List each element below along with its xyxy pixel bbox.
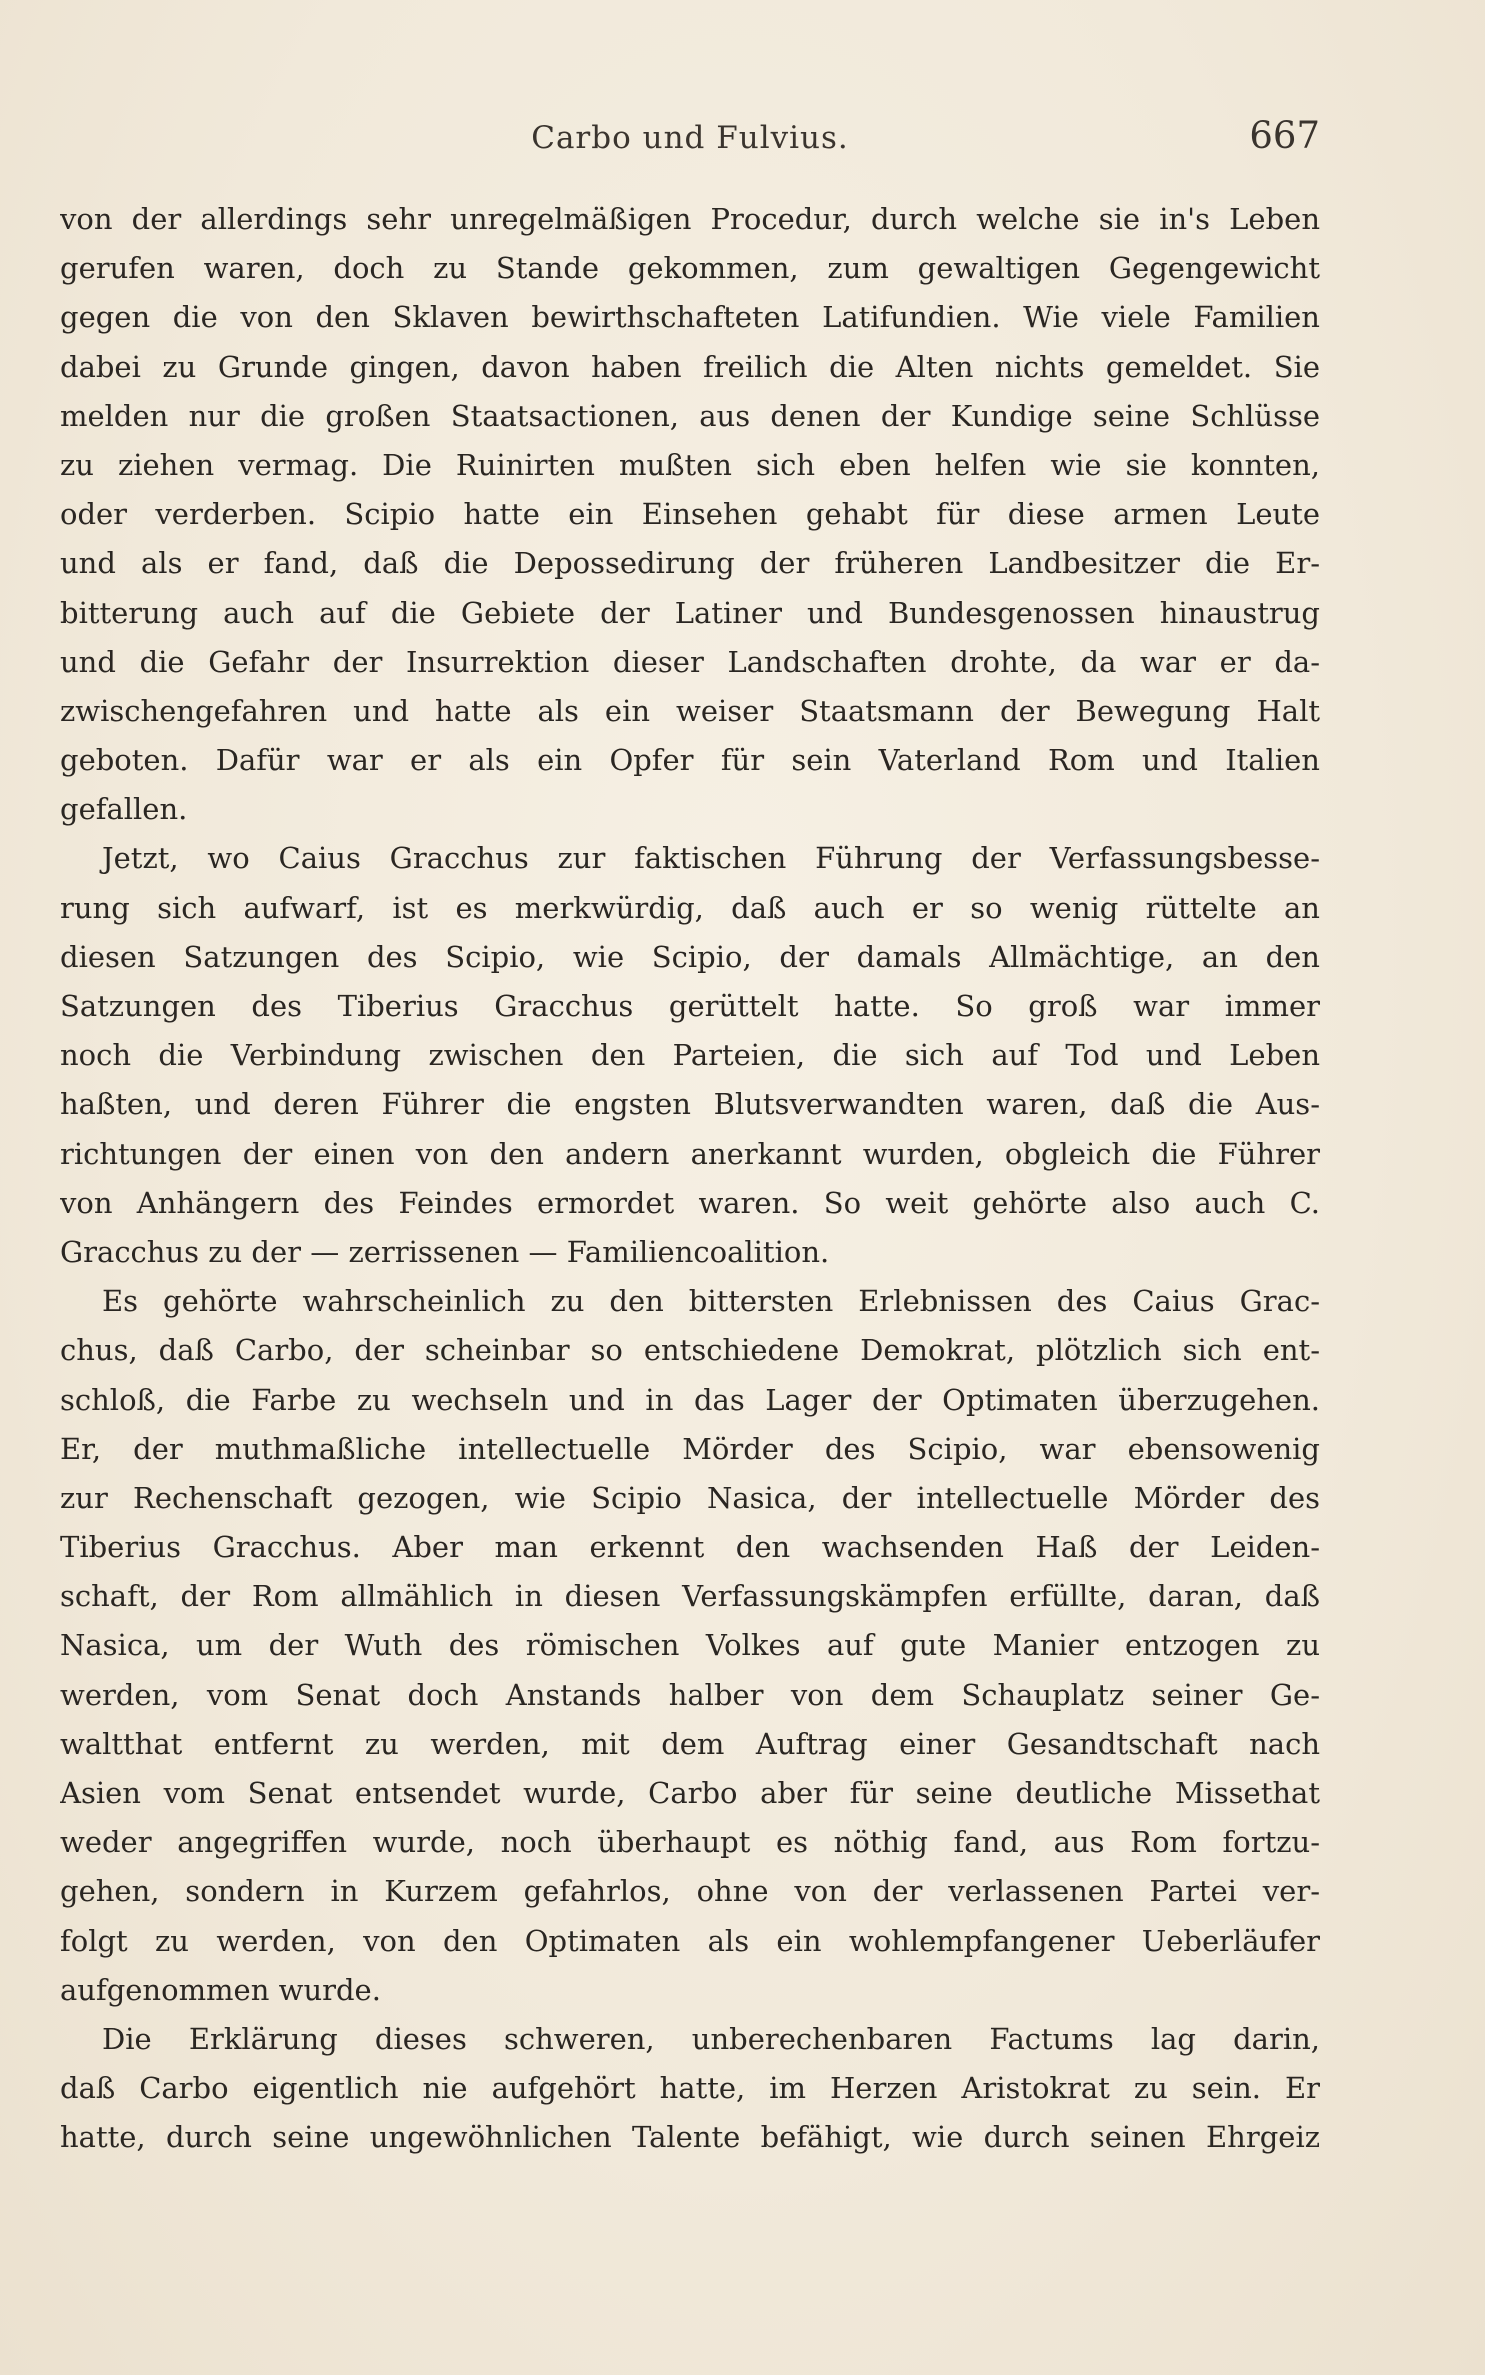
text-line: Jetzt, wo Caius Gracchus zur faktischen Führung der Verfassungsbesse-: [102, 841, 1320, 876]
text-line: zu ziehen vermag. Die Ruinirten mußten sich eben helfen wie sie konnten,: [60, 447, 1320, 482]
text-line: daß Carbo eigentlich nie aufgehört hatte, im Herzen Aristokrat zu sein. Er: [60, 2071, 1320, 2106]
text-line: Die Erklärung dieses schweren, unberechenbaren Factums lag darin,: [102, 2021, 1320, 2056]
text-line: oder verderben. Scipio hatte ein Einsehen gehabt für diese armen Leute: [60, 497, 1320, 532]
text-line: gehen, sondern in Kurzem gefahrlos, ohne von der verlassenen Partei ver-: [60, 1874, 1320, 1909]
text-line: folgt zu werden, von den Optimaten als ein wohlempfangener Ueberläufer: [60, 1923, 1320, 1958]
paragraph: [60, 834, 1320, 1277]
text-line: Es gehörte wahrscheinlich zu den bittersten Erlebnissen des Caius Grac-: [102, 1284, 1320, 1319]
text-line: aufgenommen wurde.: [60, 1972, 381, 2007]
text-line: schaft, der Rom allmählich in diesen Verfassungskämpfen erfüllte, daran, daß: [60, 1579, 1320, 1614]
text-line: Asien vom Senat entsendet wurde, Carbo aber für seine deutliche Missethat: [60, 1776, 1320, 1810]
text-line: waltthat entfernt zu werden, mit dem Auftrag einer Gesandtschaft nach: [60, 1726, 1320, 1761]
text-line: chus, daß Carbo, der scheinbar so entschiedene Demokrat, plötzlich sich ent-: [60, 1333, 1320, 1368]
text-line: Er, der muthmaßliche intellectuelle Mörder des Scipio, war ebensowenig: [60, 1431, 1320, 1466]
running-head: Carbo und Fulvius.: [531, 120, 849, 156]
body-text: [60, 195, 1320, 2163]
text-line: noch die Verbindung zwischen den Parteien, die sich auf Tod und Leben: [60, 1038, 1320, 1073]
text-line: richtungen der einen von den andern anerkannt wurden, obgleich die Führer: [60, 1136, 1320, 1171]
paragraph: [60, 195, 1320, 834]
text-line: schloß, die Farbe zu wechseln und in das Lager der Optimaten überzugehen.: [60, 1382, 1320, 1417]
text-line: diesen Satzungen des Scipio, wie Scipio, der damals Allmächtige, an den: [60, 939, 1320, 974]
text-line: werden, vom Senat doch Anstands halber von dem Schauplatz seiner Ge-: [60, 1677, 1320, 1712]
text-line: geboten. Dafür war er als ein Opfer für sein Vaterland Rom und Italien: [60, 743, 1320, 778]
text-line: und als er fand, daß die Depossedirung der früheren Landbesitzer die Er-: [60, 546, 1320, 581]
text-line: hatte, durch seine ungewöhnlichen Talente befähigt, wie durch seinen Ehrgeiz: [60, 2120, 1320, 2155]
text-line: von Anhängern des Feindes ermordet waren. So weit gehörte also auch C.: [60, 1185, 1320, 1220]
text-line: rung sich aufwarf, ist es merkwürdig, daß auch er so wenig rüttelte an: [60, 890, 1320, 925]
text-line: gegen die von den Sklaven bewirthschafteten Latifundien. Wie viele Familien: [60, 300, 1320, 335]
text-line: haßten, und deren Führer die engsten Blutsverwandten waren, daß die Aus-: [60, 1087, 1320, 1122]
page-header: [60, 108, 1320, 168]
text-line: Satzungen des Tiberius Gracchus gerüttelt hatte. So groß war immer: [60, 989, 1320, 1023]
page-number: 667: [1249, 114, 1320, 157]
text-line: zwischengefahren und hatte als ein weiser Staatsmann der Bewegung Halt: [60, 693, 1320, 728]
text-line: zur Rechenschaft gezogen, wie Scipio Nasica, der intellectuelle Mörder des: [60, 1480, 1320, 1515]
text-line: Tiberius Gracchus. Aber man erkennt den wachsenden Haß der Leiden-: [60, 1530, 1320, 1565]
paragraph: [60, 1277, 1320, 2015]
text-line: von der allerdings sehr unregelmäßigen Procedur, durch welche sie in's Leben: [60, 202, 1320, 236]
text-line: Gracchus zu der — zerrissenen — Familiencoalition.: [60, 1234, 830, 1269]
text-line: gerufen waren, doch zu Stande gekommen, zum gewaltigen Gegengewicht: [60, 251, 1320, 286]
text-line: gefallen.: [60, 792, 188, 827]
text-line: bitterung auch auf die Gebiete der Latiner und Bundesgenossen hinaustrug: [60, 595, 1320, 630]
text-line: weder angegriffen wurde, noch überhaupt es nöthig fand, aus Rom fortzu-: [60, 1825, 1320, 1860]
text-line: Nasica, um der Wuth des römischen Volkes auf gute Manier entzogen zu: [60, 1628, 1320, 1663]
text-line: melden nur die großen Staatsactionen, aus denen der Kundige seine Schlüsse: [60, 398, 1320, 433]
text-line: dabei zu Grunde gingen, davon haben freilich die Alten nichts gemeldet. Sie: [60, 349, 1320, 384]
paragraph: [60, 2015, 1320, 2163]
text-line: und die Gefahr der Insurrektion dieser Landschaften drohte, da war er da-: [60, 644, 1320, 679]
